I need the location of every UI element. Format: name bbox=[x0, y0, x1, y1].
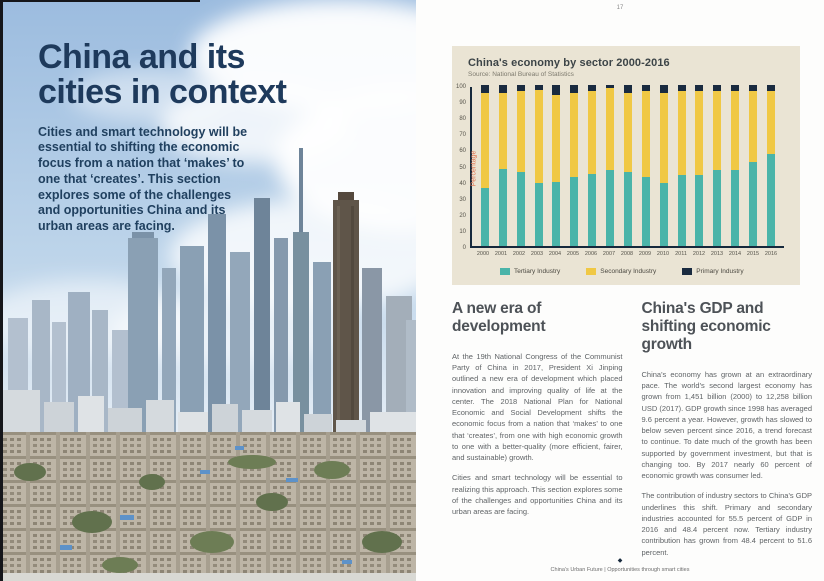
chart-panel bbox=[452, 46, 800, 285]
legend-swatch bbox=[500, 268, 510, 275]
page-edge-left bbox=[0, 0, 3, 581]
bar-segment bbox=[624, 85, 632, 93]
x-tick-label: 2000 bbox=[476, 251, 490, 257]
bar-2001 bbox=[499, 85, 507, 246]
bar-segment bbox=[481, 93, 489, 188]
x-tick-label: 2006 bbox=[584, 251, 598, 257]
paragraph: The contribution of industry sectors to China's GDP underlines this shift. Primary and secondary industries accounted for 55.5 percent of GDP in 2016 and 48.4 percent now. Tertiary industry contribution has grown from 48.4 percent to 51.6 percent. bbox=[641, 491, 812, 557]
bar-segment bbox=[749, 91, 757, 162]
bar-2014 bbox=[731, 85, 739, 246]
x-tick-label: 2012 bbox=[692, 251, 706, 257]
bar-segment bbox=[517, 91, 525, 172]
x-tick-label: 2015 bbox=[746, 251, 760, 257]
x-tick-label: 2014 bbox=[728, 251, 742, 257]
bar-2000 bbox=[481, 85, 489, 246]
x-tick-label: 2005 bbox=[566, 251, 580, 257]
y-tick-label: 50 bbox=[459, 164, 466, 171]
bar-2009 bbox=[642, 85, 650, 246]
section-gdp-growth bbox=[642, 300, 813, 567]
legend-label: Secondary Industry bbox=[600, 268, 657, 275]
page-number: 17 bbox=[616, 5, 624, 11]
y-tick-label: 10 bbox=[459, 228, 466, 235]
bar-segment bbox=[535, 90, 543, 183]
bar-2007 bbox=[606, 85, 614, 246]
bar-segment bbox=[713, 170, 721, 246]
paragraph: China's economy has grown at an extraordinary pace. The world's second largest economy has grown from 1,451 billion (2000) to 12,258 billion USD (2017). GDP growth since 1998 has averaged 9.6 percent a year. However, growth has slowed to below seven percent since 2016, a trend forecast to continue. To date much of the growth has been supported by government investment, but that is changing too. By 2017 nearly 60 percent of economic growth was consumer led. bbox=[641, 369, 812, 481]
bar-segment bbox=[481, 188, 489, 246]
bar-2008 bbox=[624, 85, 632, 246]
bar-segment bbox=[606, 170, 614, 246]
page-title-line2: cities in context bbox=[38, 73, 287, 112]
bar-segment bbox=[624, 93, 632, 172]
y-tick-label: 60 bbox=[459, 148, 466, 155]
section-heading: China's GDP and shifting economic growth bbox=[641, 300, 771, 353]
legend-label: Primary Industry bbox=[696, 268, 744, 275]
footer-text: China’s Urban Future | Opportunities through smart cities bbox=[550, 567, 690, 573]
bar-segment bbox=[552, 85, 560, 95]
section-body bbox=[452, 351, 623, 518]
bar-2002 bbox=[517, 85, 525, 246]
x-tick-label: 2001 bbox=[494, 251, 508, 257]
bar-2013 bbox=[713, 85, 721, 246]
bar-segment bbox=[678, 175, 686, 246]
bar-segment bbox=[660, 85, 668, 93]
x-tick-label: 2011 bbox=[675, 251, 687, 257]
x-tick-label: 2004 bbox=[548, 251, 562, 257]
page-title bbox=[38, 40, 378, 111]
x-tick-label: 2003 bbox=[530, 251, 544, 257]
paragraph: At the 19th National Congress of the Communist Party of China in 2017, President Xi Jinping outlined a new era of development which placed innovation and improving quality of life at the center. The 2018 National Plan for National Economic and Social Development shifts the economic focus from a nation that ‘makes’ to one that ‘creates’, from one with high economic growth to one with a better-quality (more efficient, fairer, and sustainable) growth. bbox=[452, 351, 623, 463]
paragraph: Cities and smart technology will be essential to realizing this approach. This section explores some of the challenges and opportunities China and its urban areas are facing. bbox=[452, 473, 623, 517]
y-tick-label: 80 bbox=[459, 116, 466, 123]
y-axis-title: Percentage bbox=[470, 150, 478, 187]
bar-segment bbox=[695, 91, 703, 175]
bar-2004 bbox=[552, 85, 560, 246]
bar-segment bbox=[570, 177, 578, 246]
x-tick-label: 2013 bbox=[710, 251, 724, 257]
bar-segment bbox=[624, 172, 632, 246]
bar-segment bbox=[588, 91, 596, 173]
legend-item bbox=[500, 268, 560, 275]
bar-segment bbox=[731, 91, 739, 170]
stacked-bar-chart bbox=[455, 84, 784, 275]
y-axis bbox=[455, 84, 470, 251]
x-tick-label: 2008 bbox=[620, 251, 634, 257]
bar-segment bbox=[731, 170, 739, 246]
bar-segment bbox=[749, 162, 757, 246]
x-tick-label: 2002 bbox=[512, 251, 526, 257]
bar-segment bbox=[695, 175, 703, 246]
legend-item bbox=[586, 268, 656, 275]
plot-area-wrap bbox=[470, 87, 784, 275]
x-axis-labels bbox=[470, 251, 784, 257]
bar-segment bbox=[660, 93, 668, 183]
bar-2003 bbox=[535, 85, 543, 246]
bar-segment bbox=[588, 174, 596, 246]
bar-2011 bbox=[678, 85, 686, 246]
bar-2012 bbox=[695, 85, 703, 246]
bar-segment bbox=[767, 154, 775, 246]
section-heading: A new era of development bbox=[452, 300, 546, 335]
y-tick-label: 40 bbox=[459, 180, 466, 187]
page-edge-top bbox=[0, 0, 200, 2]
bar-2016 bbox=[767, 85, 775, 246]
y-tick-label: 100 bbox=[455, 84, 466, 90]
chart-legend bbox=[500, 268, 784, 275]
y-tick-label: 20 bbox=[459, 212, 466, 219]
x-tick-label: 2016 bbox=[764, 251, 778, 257]
footer-diamond-icon: ◆ bbox=[617, 558, 623, 564]
section-new-era bbox=[452, 300, 623, 567]
y-tick-label: 90 bbox=[459, 100, 466, 107]
bar-segment bbox=[499, 169, 507, 246]
bar-segment bbox=[552, 182, 560, 246]
content-page bbox=[416, 0, 824, 581]
bar-segment bbox=[570, 93, 578, 177]
y-tick-label: 70 bbox=[459, 132, 466, 139]
bar-segment bbox=[517, 172, 525, 246]
bar-segment bbox=[678, 91, 686, 175]
hero-text-block bbox=[38, 40, 378, 235]
bar-segment bbox=[713, 91, 721, 170]
bar-2015 bbox=[749, 85, 757, 246]
bar-segment bbox=[570, 85, 578, 93]
bar-segment bbox=[606, 88, 614, 170]
legend-label: Tertiary Industry bbox=[514, 268, 561, 275]
bar-2010 bbox=[660, 85, 668, 246]
bar-segment bbox=[499, 85, 507, 93]
legend-item bbox=[682, 268, 743, 275]
bar-segment bbox=[642, 177, 650, 246]
x-tick-label: 2007 bbox=[602, 251, 616, 257]
chart-source: Source: National Bureau of Statistics bbox=[468, 71, 574, 78]
x-tick-label: 2010 bbox=[656, 251, 670, 257]
bars bbox=[470, 87, 784, 248]
legend-swatch bbox=[682, 268, 692, 275]
y-tick-label: 0 bbox=[462, 245, 466, 251]
chart-title: China's economy by sector 2000-2016 bbox=[468, 57, 670, 69]
bar-segment bbox=[535, 183, 543, 246]
bar-segment bbox=[767, 91, 775, 154]
bar-segment bbox=[660, 183, 668, 246]
bar-segment bbox=[642, 91, 650, 176]
page-title-line1: China and its bbox=[38, 38, 245, 76]
legend-swatch bbox=[586, 268, 596, 275]
section-body bbox=[642, 369, 813, 558]
text-sections bbox=[452, 300, 812, 567]
x-tick-label: 2009 bbox=[638, 251, 652, 257]
bar-segment bbox=[499, 93, 507, 169]
hero-subtitle: Cities and smart technology will be essential to shifting the economic focus from a nation that ‘makes’ to one that ‘creates’. This section explores some of the challenges and opportunities China and its urban areas are facing. bbox=[38, 124, 248, 234]
bar-segment bbox=[552, 95, 560, 182]
y-tick-label: 30 bbox=[459, 196, 466, 203]
bar-2006 bbox=[588, 85, 596, 246]
bar-2005 bbox=[570, 85, 578, 246]
bar-segment bbox=[481, 85, 489, 93]
page-footer bbox=[416, 558, 824, 573]
